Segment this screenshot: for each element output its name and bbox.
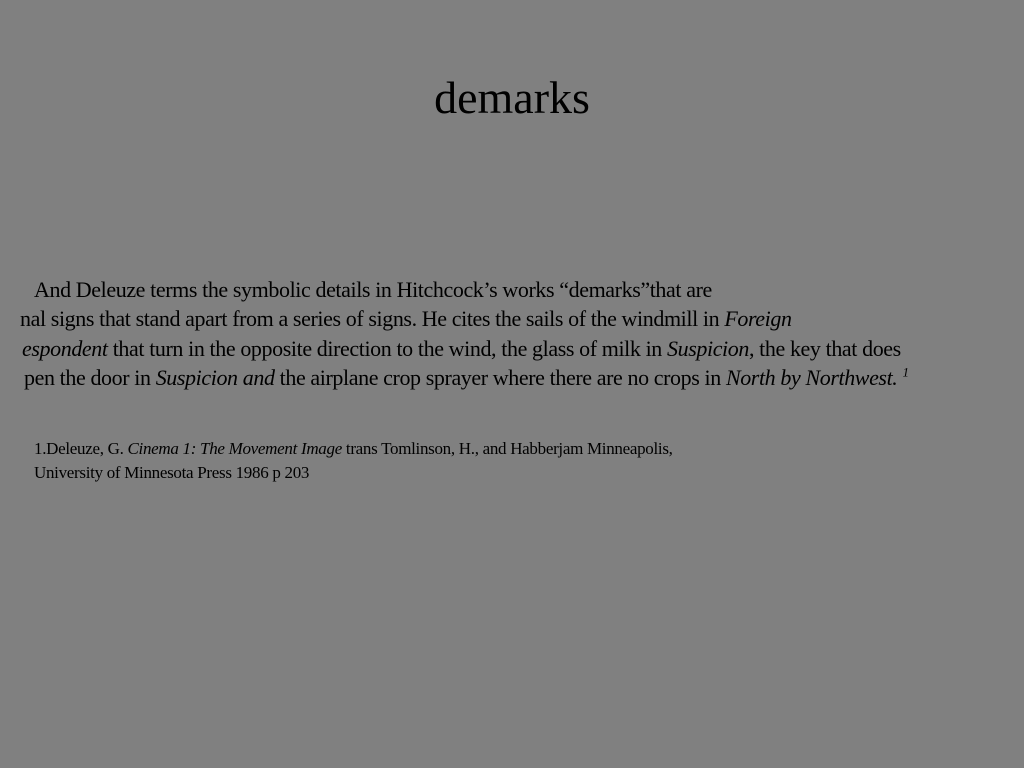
footnote-text: University of Minnesota Press 1986 p 203: [34, 463, 310, 482]
film-title-correspondent: espondent: [22, 336, 108, 361]
footnote-text: trans Tomlinson, H., and Habberjam Minneapolis,: [341, 439, 673, 458]
footnote-line-2: [34, 461, 309, 485]
footnote-marker: 1: [902, 364, 909, 380]
body-text-span: nal signs that stand apart from a series of signs. He cites the sails of the windmill in: [20, 306, 725, 331]
film-title-suspicion: Suspicion: [667, 336, 749, 361]
body-text-span: pen the door in: [24, 365, 156, 390]
film-title-foreign: Foreign: [724, 306, 792, 331]
slide-title: demarks: [434, 72, 590, 123]
footnote-text: 1.Deleuze, G.: [34, 439, 128, 458]
footnote-line-1: [34, 437, 673, 461]
body-line-3: [22, 334, 901, 364]
film-title-north-by-northwest: North by Northwest.: [725, 365, 898, 390]
body-text-span: And Deleuze terms the symbolic details in Hitchcock’s works “demarks”that are: [34, 277, 712, 302]
body-text: [20, 0, 1024, 768]
body-text-span: , the key that does: [748, 336, 901, 361]
book-title: Cinema 1: The Movement Image: [127, 439, 342, 458]
body-text-span: that turn in the opposite direction to the wind, the glass of milk in: [107, 336, 668, 361]
body-line-1: [34, 275, 712, 305]
body-line-2: [20, 304, 792, 334]
body-text-span: the airplane crop sprayer where there are no crops in: [274, 365, 726, 390]
film-title-suspicion: Suspicion and: [155, 365, 275, 390]
body-line-4: [24, 363, 909, 393]
